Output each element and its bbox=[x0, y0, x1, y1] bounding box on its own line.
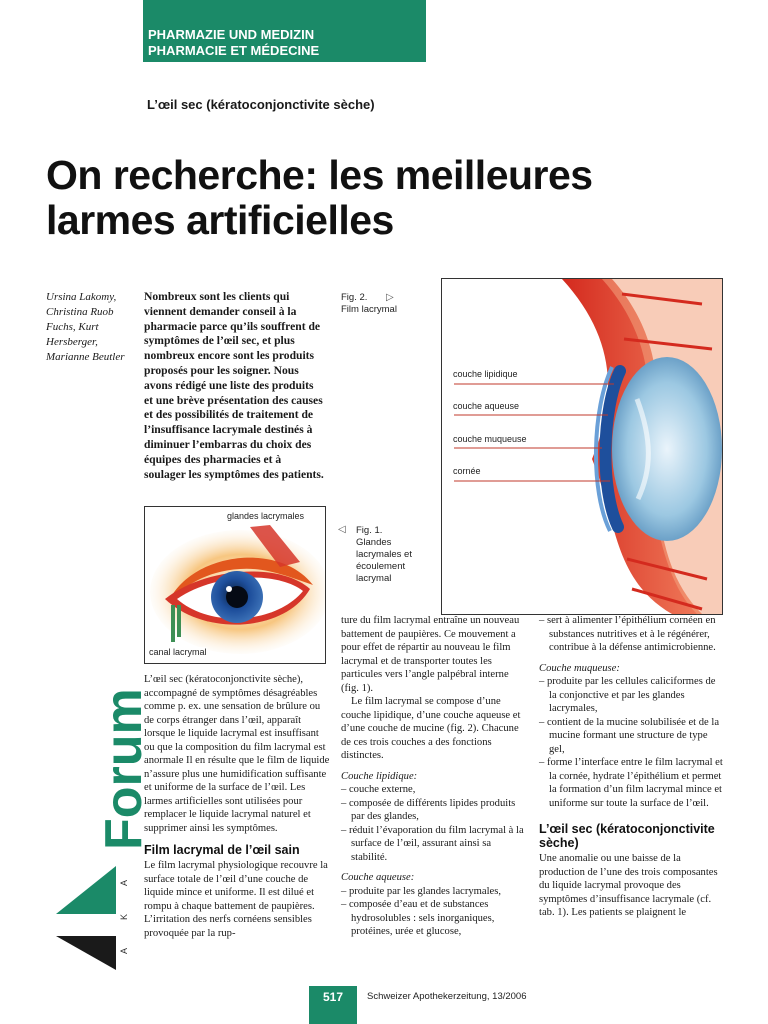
section-header bbox=[143, 0, 426, 62]
label-aqueous-layer: couche aqueuse bbox=[453, 401, 520, 411]
list-item: – forme l’interface entre le film lacrymal et la cornée, hydrate l’épithélium et permet la formation d’un film lacrymal mince et uniforme sur toute la surface de l’œil. bbox=[539, 757, 723, 809]
aqueous-layer-heading: Couche aqueuse: bbox=[341, 872, 415, 883]
logo-letter: K bbox=[119, 913, 130, 921]
list-item: – composée d’eau et de substances hydrosolubles : sels inorganiques, protéines, urée et glucose, bbox=[341, 899, 495, 937]
title-line-2: larmes artificielles bbox=[46, 197, 394, 243]
pointer-right-icon: ▷ bbox=[386, 292, 394, 303]
section-label-de: PHARMAZIE UND MEDIZIN bbox=[148, 27, 315, 42]
article-kicker: L’œil sec (kératoconjonctivite sèche) bbox=[147, 97, 375, 112]
title-line-1: On recherche: les meilleures bbox=[46, 152, 593, 198]
body-column-2 bbox=[341, 614, 527, 939]
blink-paragraph: ture du film lacrymal entraîne un nouveau battement de paupières. Ce mouvement a pour effet de répartir au nouveau le film lacrymal et de transporter toutes les particules vers l’angle palpébral interne (fig. 1). bbox=[341, 615, 520, 694]
pointer-left-icon: ◁ bbox=[338, 524, 346, 535]
intro-paragraph: L’œil sec (kératoconjonctivite sèche), accompagné de symptômes désagréables comme p. ex. une sensation de brûlure ou de corps étranger dans l’œil, apparaît lorsque le liquide lacrymal est insuffisant ou que la composition du film lacrymal est anormale Il en résulte que le film de liquide n’assure plus une humidification suffisante et uniforme de la surface de l’œil. Les larmes artificielles sont utilisées pour remplacer le liquide lacrymal naturel et supprimer ainsi les symptômes. bbox=[144, 674, 330, 834]
fig1-caption-text: Glandes lacrymales et écoulement lacrymal bbox=[356, 537, 412, 584]
list-item: – produite par les glandes lacrymales, bbox=[341, 885, 502, 897]
fig2-caption-number: Fig. 2. bbox=[341, 292, 368, 303]
forum-text: Forum bbox=[95, 688, 153, 850]
lipid-layer-list bbox=[341, 783, 527, 864]
logo-letter: A bbox=[119, 947, 130, 955]
fig1-caption bbox=[356, 525, 426, 585]
fig2-caption bbox=[341, 292, 421, 316]
fig1-lacrimal-gland-diagram bbox=[144, 506, 326, 664]
fig2-caption-text: Film lacrymal bbox=[341, 304, 397, 315]
page-number: 517 bbox=[309, 986, 357, 1024]
label-lipid-layer: couche lipidique bbox=[453, 369, 518, 379]
label-mucin-layer: couche muqueuse bbox=[453, 434, 527, 444]
list-item: – sert à alimenter l’épithélium cornéen en substances nutritives et à le régénérer, contribue à la défense antimicrobienne. bbox=[539, 615, 716, 653]
authors: Ursina Lakomy, Christina Ruob Fuchs, Kurt Hersberger, Marianne Beutler bbox=[46, 291, 125, 363]
list-item: – couche externe, bbox=[341, 784, 416, 795]
label-lacrimal-glands: glandes lacrymales bbox=[227, 511, 305, 521]
fig1-caption-number: Fig. 1. bbox=[356, 525, 383, 536]
lead-paragraph: Nombreux sont les clients qui viennent demander conseil à la pharmacie parce qu’ils souffrent de symptômes de l’œil sec, et plus nombreux encore sont les produits proposés pour les soigner. Nous avons rédigé une liste des produits et une brève présentation des causes et des possibilités de traitement de l’insuffisance lacrymale destinés à diminuer l’embarras du choix des équipes des pharmacies et à soulager les symptômes des patients. bbox=[144, 290, 324, 481]
body-column-1 bbox=[144, 673, 330, 940]
list-item: – composée de différents lipides produits par des glandes, bbox=[341, 797, 516, 822]
layers-paragraph: Le film lacrymal se compose d’une couche lipidique, d’une couche aqueuse et d’une couche de mucine (fig. 2). Chacune de ces trois couches a des fonctions distinctes. bbox=[341, 696, 521, 761]
heading-healthy-tear-film: Film lacrymal de l’œil sain bbox=[144, 843, 300, 857]
aqueous-layer-list-continued bbox=[539, 614, 725, 655]
body-column-3 bbox=[539, 614, 725, 920]
eye-illustration bbox=[145, 507, 325, 663]
journal-citation: Schweizer Apothekerzeitung, 13/2006 bbox=[367, 991, 527, 1002]
list-item: – réduit l’évaporation du film lacrymal à la surface de l’œil, assurant ainsi sa stabilité. bbox=[341, 824, 524, 863]
aka-logo bbox=[56, 866, 118, 970]
eye-cross-section-illustration bbox=[442, 279, 722, 614]
logo-letter: A bbox=[119, 879, 130, 887]
label-cornea: cornée bbox=[453, 466, 481, 476]
list-item: – contient de la mucine solubilisée et de la mucine formant une structure de type gel, bbox=[539, 716, 720, 755]
label-tear-duct: canal lacrymal bbox=[149, 647, 207, 657]
mucin-layer-list bbox=[539, 675, 725, 810]
dry-eye-paragraph: Une anomalie ou une baisse de la production de l’une des trois composantes du liquide lacrymal provoque des symptômes d’insuffisance lacrymale (cf. tab. 1). Les patients se plaignent le bbox=[539, 853, 718, 918]
list-item: – produite par les cellules caliciformes de la conjonctive et par les glandes lacrymales, bbox=[539, 676, 716, 714]
heading-dry-eye: L’œil sec (kératoconjonctivite sèche) bbox=[539, 822, 715, 850]
mucin-layer-heading: Couche muqueuse: bbox=[539, 662, 620, 674]
tear-film-paragraph: Le film lacrymal physiologique recouvre la surface totale de l’œil d’une couche de liquide mince et uniforme. Il est dilué et rompu à chaque battement de paupières. L’irritation des nerfs cornéens sensibles provoquée par la rup- bbox=[144, 860, 328, 939]
lipid-layer-heading: Couche lipidique: bbox=[341, 770, 418, 782]
aqueous-layer-list bbox=[341, 885, 527, 939]
fig2-tear-film-diagram bbox=[441, 278, 723, 615]
article-title bbox=[46, 153, 736, 243]
section-label-fr: PHARMACIE ET MÉDECINE bbox=[148, 43, 320, 58]
forum-section-label bbox=[44, 688, 153, 850]
